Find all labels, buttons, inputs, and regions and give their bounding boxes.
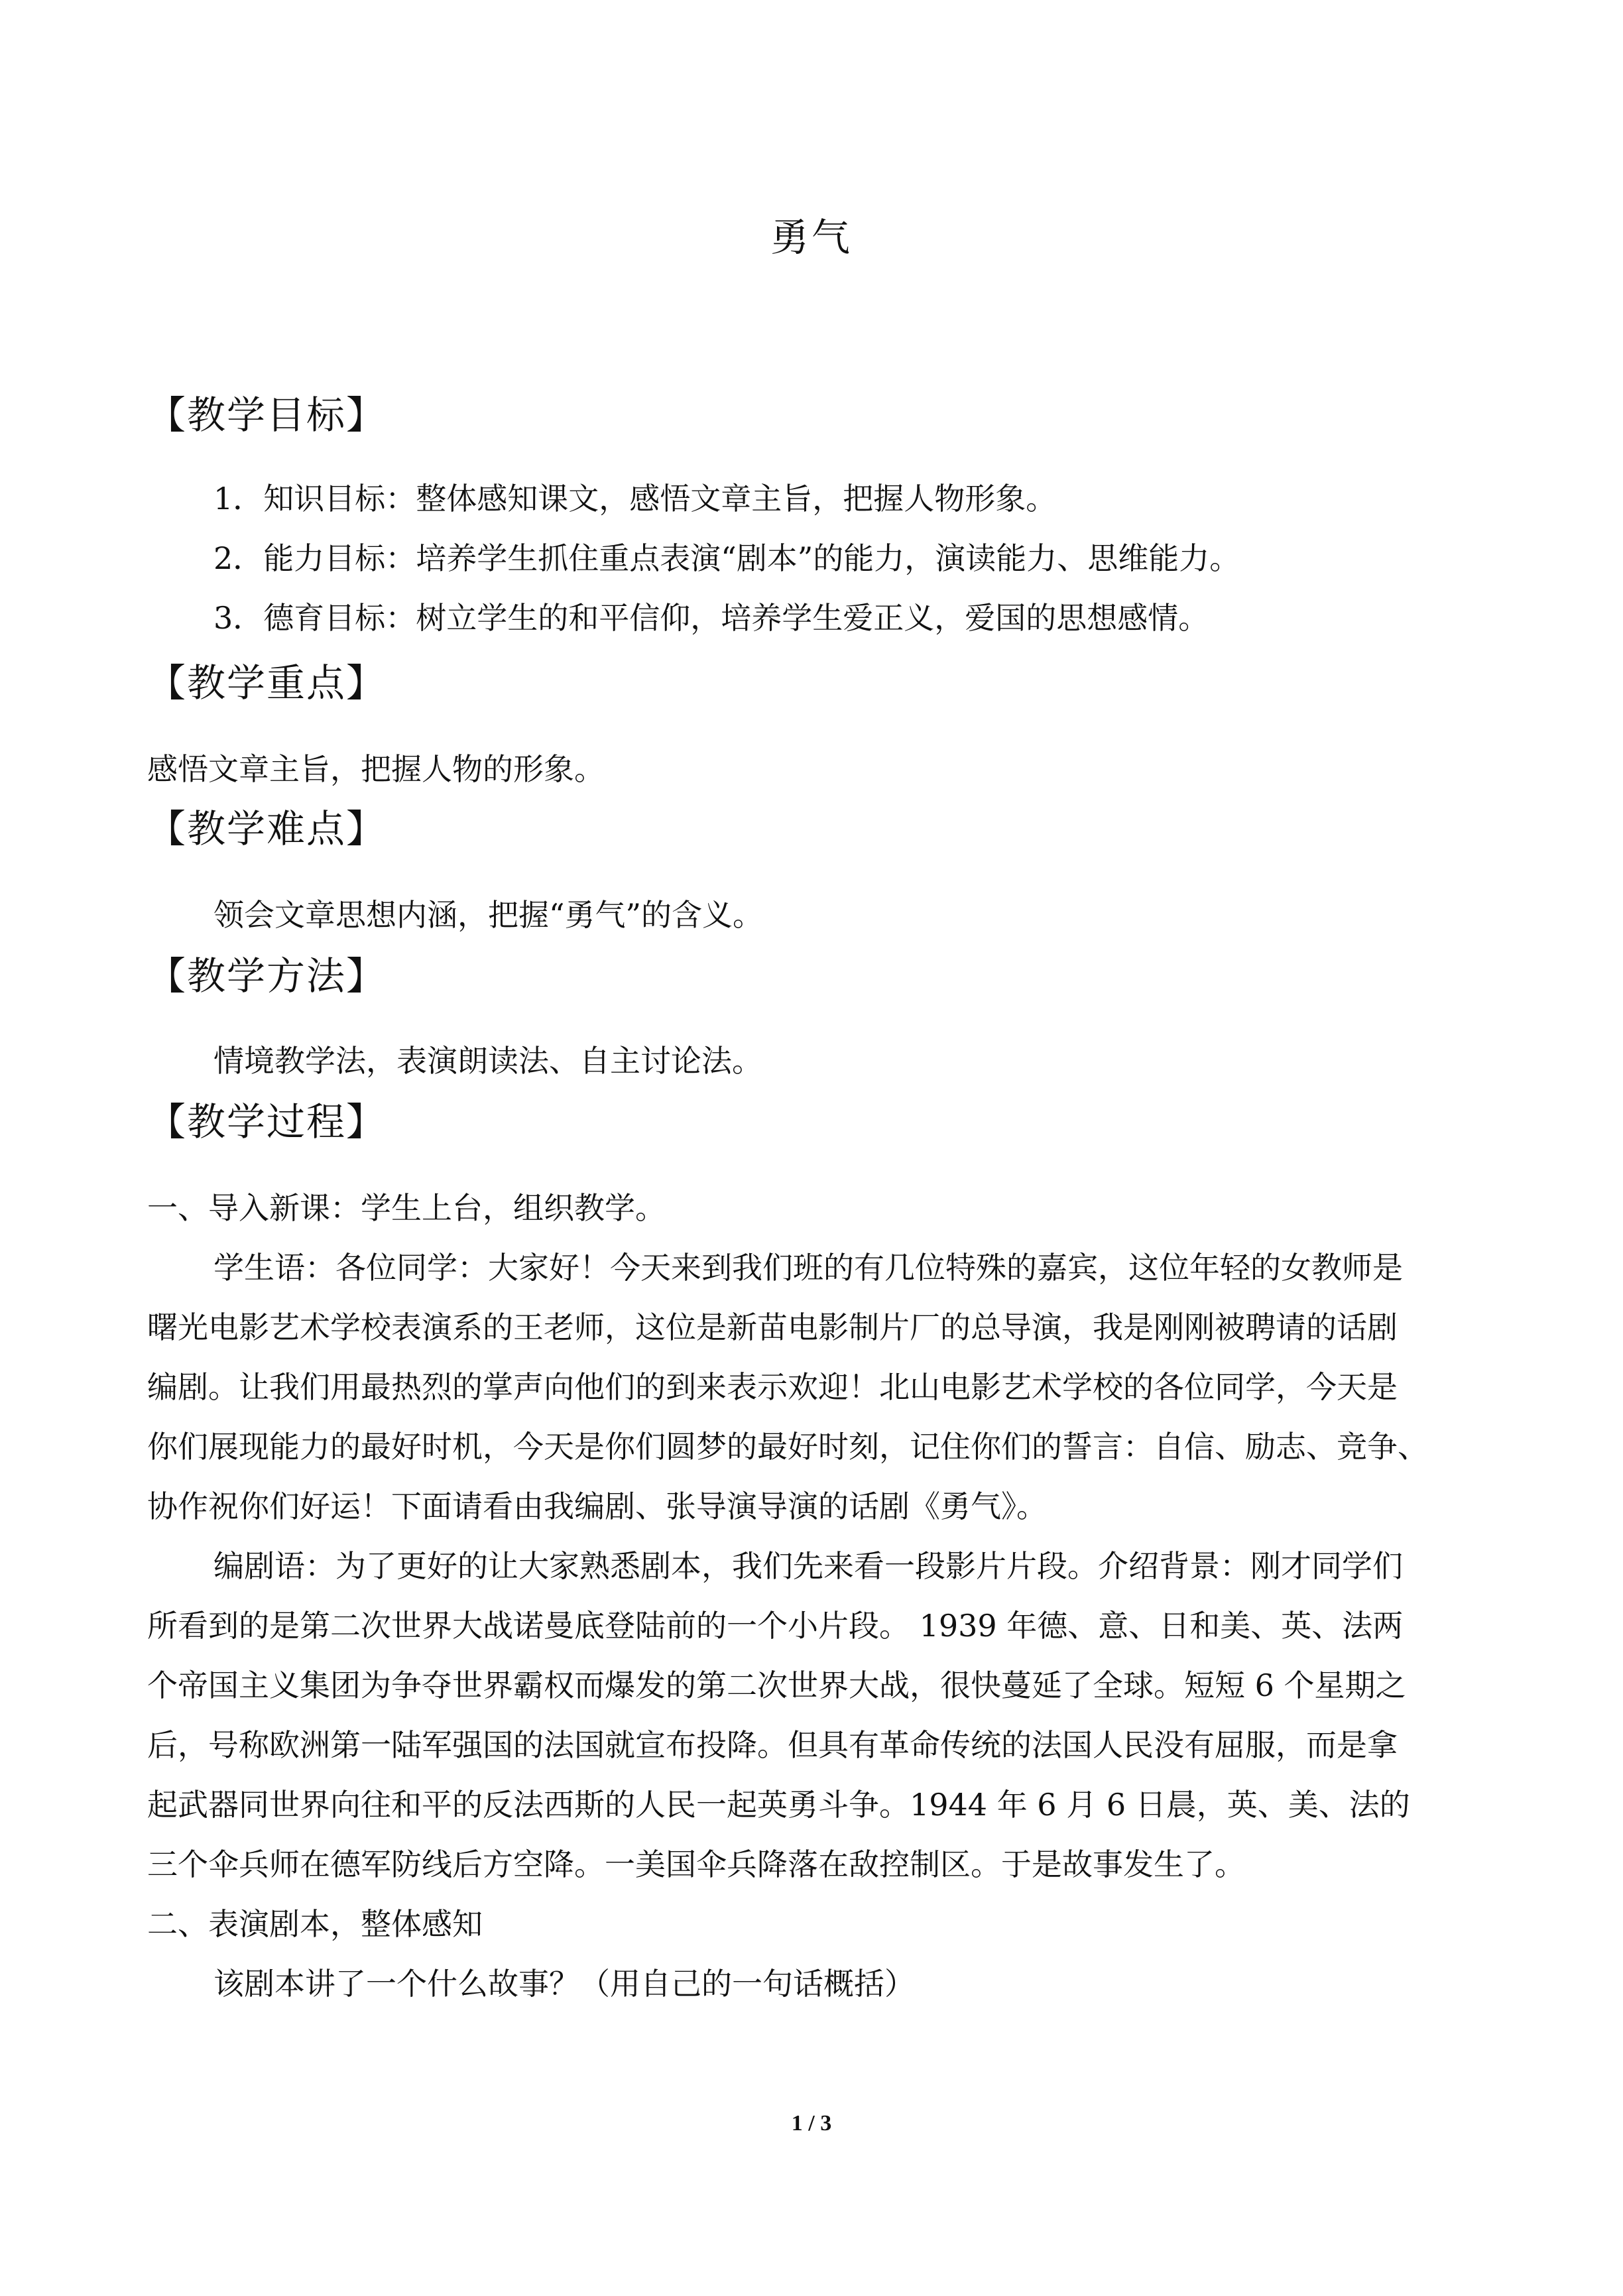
objectives-heading: 【教学目标】 — [147, 393, 387, 438]
process-step-1-title: 一、导入新课：学生上台，组织教学。 — [147, 1190, 666, 1226]
objective-item-2: 2．能力目标：培养学生抓住重点表演“剧本”的能力，演读能力、思维能力。 — [213, 540, 1240, 576]
paragraph-2-line: 三个伞兵师在德军防线后方空降。一美国伞兵降落在敌控制区。于是故事发生了。 — [147, 1846, 1245, 1882]
objective-item-3: 3．德育目标：树立学生的和平信仰，培养学生爱正义，爱国的思想感情。 — [213, 600, 1209, 636]
objective-item-1: 1．知识目标：整体感知课文，感悟文章主旨，把握人物形象。 — [213, 481, 1057, 516]
methods-text: 情境教学法，表演朗读法、自主讨论法。 — [213, 1043, 762, 1079]
difficulties-text: 领会文章思想内涵，把握“勇气”的含义。 — [213, 897, 764, 933]
key-points-heading: 【教学重点】 — [147, 660, 387, 705]
methods-heading: 【教学方法】 — [147, 953, 387, 998]
document-title: 勇气 — [770, 215, 853, 260]
paragraph-1-line: 曙光电影艺术学校表演系的王老师，这位是新苗电影制片厂的总导演，我是刚刚被聘请的话剧 — [147, 1309, 1398, 1345]
paragraph-2-line: 个帝国主义集团为争夺世界霸权而爆发的第二次世界大战，很快蔓延了全球。短短 6 个星期之 — [147, 1667, 1406, 1703]
process-question: 该剧本讲了一个什么故事？（用自己的一句话概括） — [213, 1966, 915, 2002]
page-number: 1 / 3 — [791, 2111, 832, 2136]
key-points-text: 感悟文章主旨，把握人物的形象。 — [147, 751, 605, 787]
process-step-2-title: 二、表演剧本，整体感知 — [147, 1906, 483, 1942]
paragraph-2-line: 后，号称欧洲第一陆军强国的法国就宣布投降。但具有革命传统的法国人民没有屈服，而是拿 — [147, 1727, 1398, 1763]
paragraph-2-line: 编剧语：为了更好的让大家熟悉剧本，我们先来看一段影片片段。介绍背景：刚才同学们 — [213, 1548, 1403, 1584]
paragraph-1-line: 编剧。让我们用最热烈的掌声向他们的到来表示欢迎！北山电影艺术学校的各位同学，今天是 — [147, 1369, 1398, 1405]
paragraph-1-line: 协作祝你们好运！下面请看由我编剧、张导演导演的话剧《勇气》。 — [147, 1488, 1047, 1524]
paragraph-2-line: 所看到的是第二次世界大战诺曼底登陆前的一个小片段。 1939 年德、意、日和美、英、法两 — [147, 1608, 1404, 1644]
process-heading: 【教学过程】 — [147, 1099, 387, 1144]
paragraph-1-line: 你们展现能力的最好时机，今天是你们圆梦的最好时刻，记住你们的誓言：自信、励志、竞争、 — [147, 1429, 1428, 1465]
difficulties-heading: 【教学难点】 — [147, 806, 387, 851]
paragraph-1-line: 学生语：各位同学：大家好！今天来到我们班的有几位特殊的嘉宾，这位年轻的女教师是 — [213, 1250, 1403, 1286]
paragraph-2-line: 起武器同世界向往和平的反法西斯的人民一起英勇斗争。1944 年 6 月 6 日晨，英、美、法的 — [147, 1787, 1410, 1823]
